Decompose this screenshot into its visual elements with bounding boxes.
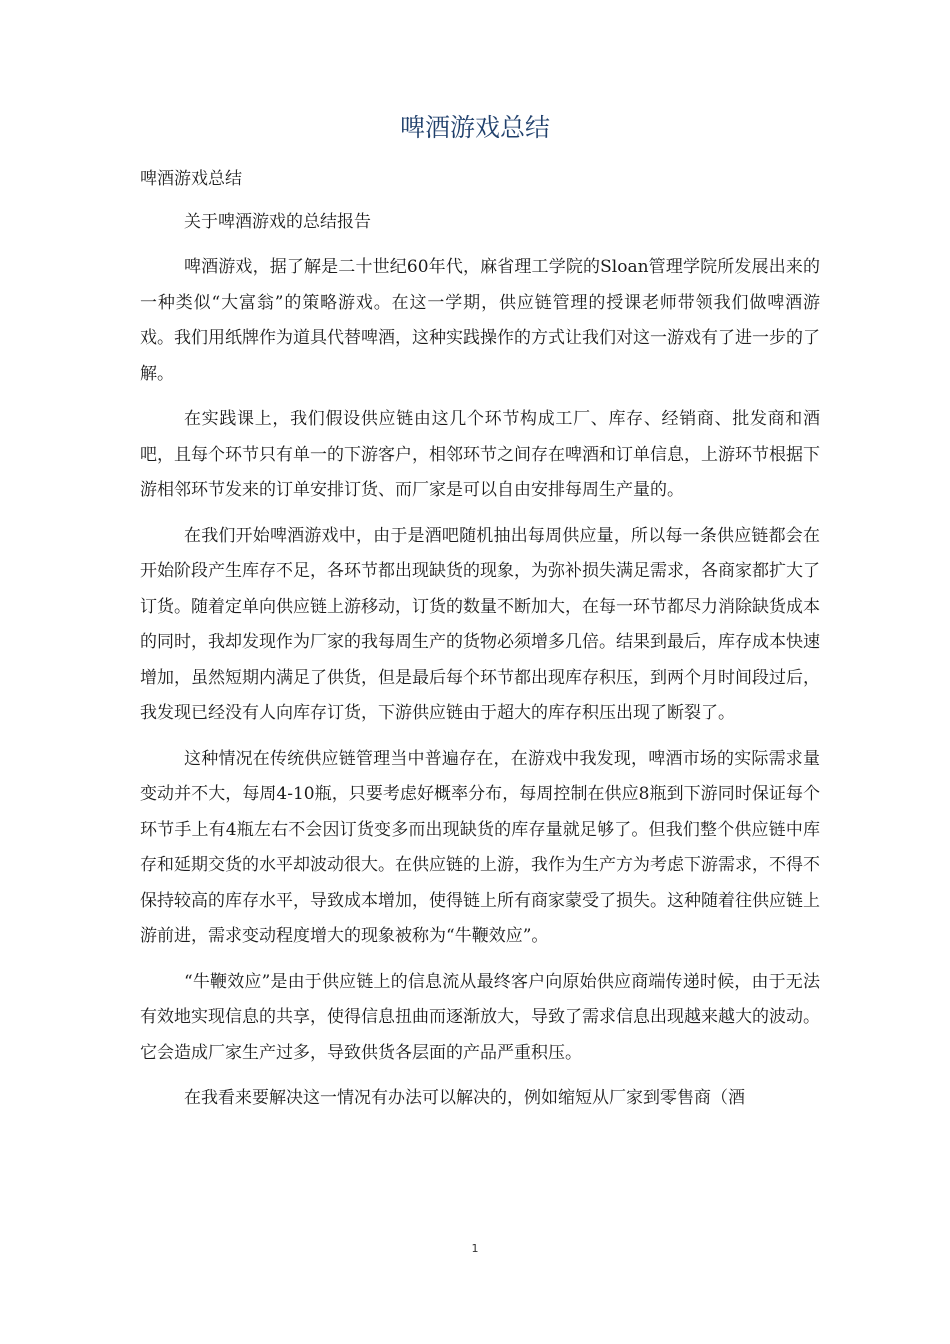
paragraph-report-heading: 关于啤酒游戏的总结报告 bbox=[184, 211, 371, 232]
paragraph-bullwhip-effect: “牛鞭效应”是由于供应链上的信息流从最终客户向原始供应商端传递时候，由于无法有效地实现信息的共享，使得信息扭曲而逐渐放大，导致了需求信息出现越来越大的波动。它会造成厂家生产过多，导致供货各层面的产品严重积压。 bbox=[140, 971, 820, 1063]
paragraph-analysis: 这种情况在传统供应链管理当中普遍存在，在游戏中我发现，啤酒市场的实际需求量变动并不大，每周4-10瓶，只要考虑好概率分布，每周控制在供应8瓶到下游同时保证每个环节手上有4瓶左右不会因订货变多而出现缺货的库存量就足够了。但我们整个供应链中库存和延期交货的水平却波动很大。在供应链的上游，我作为生产方为考虑下游需求，不得不保持较高的库存水平，导致成本增加，使得链上所有商家蒙受了损失。这种随着往供应链上游前进，需求变动程度增大的现象被称为“牛鞭效应”。 bbox=[140, 748, 820, 946]
document-body bbox=[140, 162, 820, 1127]
paragraph-game-process: 在我们开始啤酒游戏中，由于是酒吧随机抽出每周供应量，所以每一条供应链都会在开始阶段产生库存不足，各环节都出现缺货的现象，为弥补损失满足需求，各商家都扩大了订货。随着定单向供应链上游移动，订货的数量不断加大，在每一环节都尽力消除缺货成本的同时，我却发现作为厂家的我每周生产的货物必须增多几倍。结果到最后，库存成本快速增加，虽然短期内满足了供货，但是最后每个环节都出现库存积压，到两个月时间段过后，我发现已经没有人向库存订货，下游供应链由于超大的库存积压出现了断裂了。 bbox=[140, 525, 820, 723]
paragraph-practice: 在实践课上，我们假设供应链由这几个环节构成工厂、库存、经销商、批发商和酒吧，且每个环节只有单一的下游客户，相邻环节之间存在啤酒和订单信息，上游环节根据下游相邻环节发来的订单安排订货、而厂家是可以自由安排每周生产量的。 bbox=[140, 409, 820, 500]
paragraph-solution: 在我看来要解决这一情况有办法可以解决的，例如缩短从厂家到零售商（酒 bbox=[184, 1088, 745, 1108]
page-number: 1 bbox=[471, 1242, 479, 1255]
paragraph-intro: 啤酒游戏，据了解是二十世纪60年代，麻省理工学院的Sloan管理学院所发展出来的一种类似“大富翁”的策略游戏。在这一学期，供应链管理的授课老师带领我们做啤酒游戏。我们用纸牌作为道具代替啤酒，这种实践操作的方式让我们对这一游戏有了进一步的了解。 bbox=[140, 257, 820, 384]
document-subtitle: 啤酒游戏总结 bbox=[140, 169, 242, 189]
document-title: 啤酒游戏总结 bbox=[399, 113, 550, 142]
